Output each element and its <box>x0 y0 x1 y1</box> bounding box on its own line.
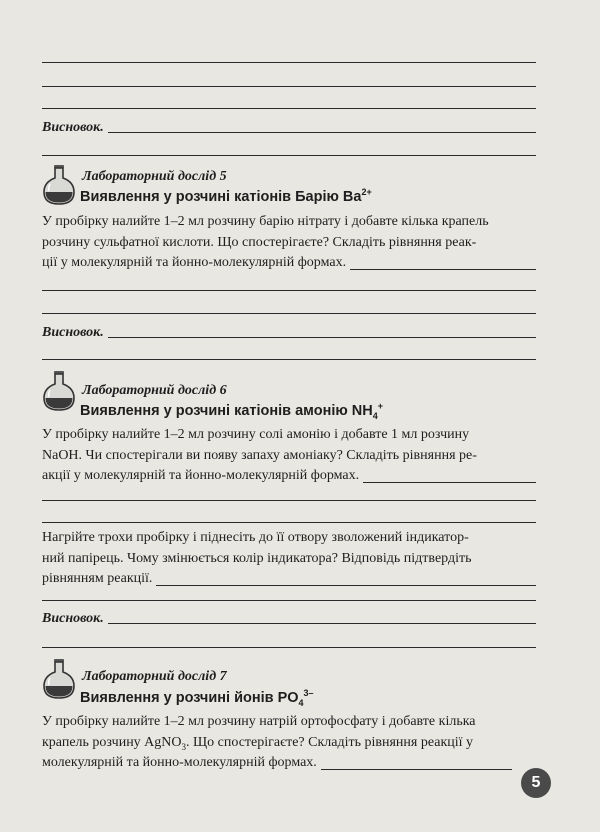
answer-line[interactable] <box>321 769 512 770</box>
answer-line[interactable] <box>42 600 536 601</box>
answer-line[interactable] <box>42 86 536 87</box>
conclusion-line[interactable] <box>108 623 536 624</box>
answer-line[interactable] <box>42 155 536 156</box>
answer-line[interactable] <box>42 647 536 648</box>
conclusion-label: Висновок. <box>42 611 104 626</box>
exp7-label: Лабораторний дослід 7 <box>82 669 227 684</box>
exp6-instructions: У пробірку налийте 1–2 мл розчину солі амонію і добавте 1 мл розчину NaOH. Чи спостерігали ви появу запаху амоніаку? Складіть рівняння ре- акції у молекулярній та йонно-молекулярній формах. <box>42 425 536 487</box>
conclusion-line[interactable] <box>108 132 536 133</box>
answer-line[interactable] <box>42 313 536 314</box>
conclusion-row[interactable] <box>42 607 536 627</box>
answer-line[interactable] <box>42 290 536 291</box>
page-number-badge: 5 <box>521 768 551 798</box>
exp7-instructions: У пробірку налийте 1–2 мл розчину натрій ортофосфату і добавте кілька крапель розчину AgNO$_3$. Що спостерігаєте? Складіть рівняння реакції у молекулярній та йонно-молекулярній формах. <box>42 712 536 774</box>
conclusion-row[interactable] <box>42 321 536 341</box>
conclusion-label: Висновок. <box>42 120 104 135</box>
answer-line[interactable] <box>363 482 536 483</box>
answer-line[interactable] <box>350 269 536 270</box>
flask-icon <box>42 370 76 412</box>
exp7-title: Виявлення у розчині йонів $PO_4^{3-}$ <box>80 688 314 708</box>
answer-line[interactable] <box>42 522 536 523</box>
exp6-label: Лабораторний дослід 6 <box>82 383 227 398</box>
exp5-label: Лабораторний дослід 5 <box>82 169 227 184</box>
flask-icon <box>42 658 76 700</box>
exp5-instructions: У пробірку налийте 1–2 мл розчину барію нітрату і добавте кілька крапель розчину сульфатної кислоти. Що спостерігаєте? Складіть рівняння реак- ції у молекулярній та йонно-молекулярній формах. <box>42 212 536 274</box>
exp6-title: Виявлення у розчині катіонів амонію $NH_4^+$ <box>80 401 383 421</box>
answer-line[interactable] <box>156 585 536 586</box>
exp6-instructions-2: Нагрійте трохи пробірку і піднесіть до її отвору зволожений індикатор- ний папірець. Чому змінюється колір індикатора? Відповідь підтвердіть рівнянням реакції. <box>42 528 536 590</box>
answer-line[interactable] <box>42 500 536 501</box>
exp5-title: Виявлення у розчині катіонів Барію $Ba^{2+}$ <box>80 187 372 205</box>
conclusion-label: Висновок. <box>42 325 104 340</box>
conclusion-row[interactable] <box>42 116 536 136</box>
answer-line[interactable] <box>42 359 536 360</box>
answer-line[interactable] <box>42 62 536 63</box>
answer-line[interactable] <box>42 108 536 109</box>
flask-icon <box>42 164 76 206</box>
conclusion-line[interactable] <box>108 337 536 338</box>
